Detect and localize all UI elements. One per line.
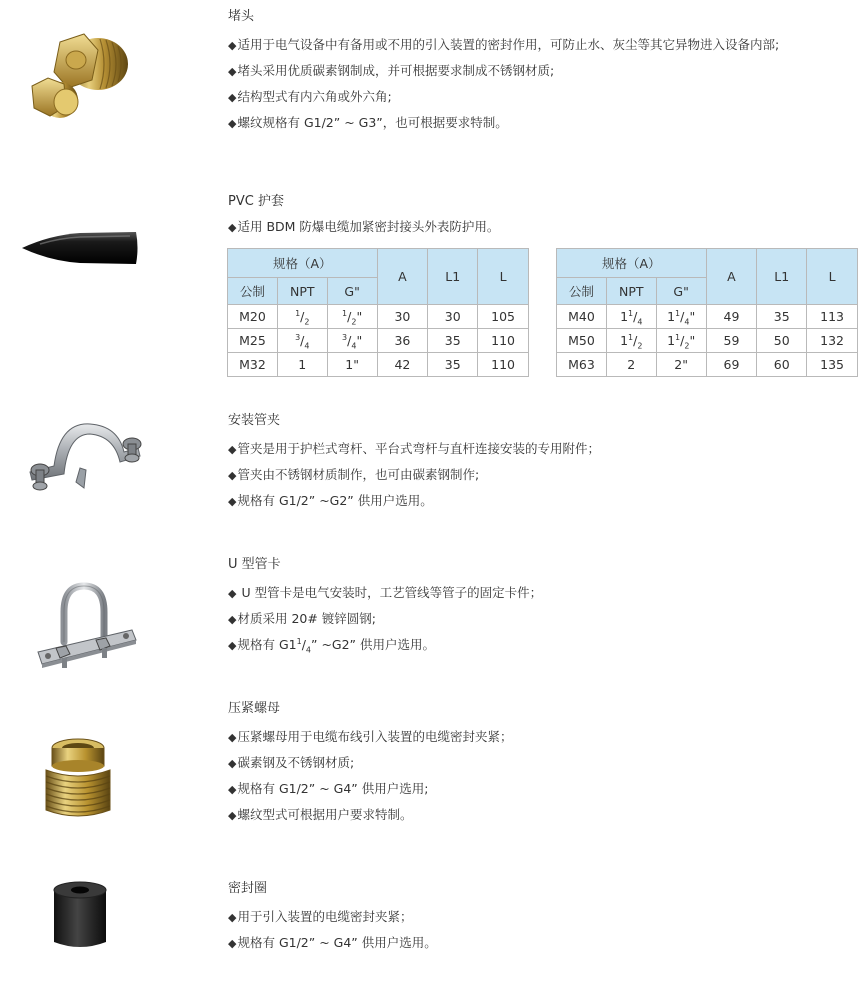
col-header-l1: L1: [757, 249, 807, 305]
bullet-item: ◆规格有 G1/2” ~G2” 供用户选用。: [228, 493, 433, 508]
sub-header-metric: 公制: [228, 278, 278, 305]
compression-nut-text: [228, 700, 858, 828]
section-title: 安装管夹: [228, 413, 281, 428]
spec-table-right: [556, 248, 858, 377]
cell-metric: M32: [228, 353, 278, 377]
col-header-l: L: [807, 249, 858, 305]
cell-npt: $^1/_2$: [277, 305, 327, 329]
bullet-item: ◆适用于电气设备中有备用或不用的引入装置的密封作用，可防止水、灰尘等其它异物进入设备内部;: [228, 37, 780, 52]
col-header-l: L: [478, 249, 529, 305]
sub-header-metric: 公制: [557, 278, 607, 305]
cell-l1: 35: [757, 305, 807, 329]
cell-l: 110: [478, 353, 529, 377]
seal-ring-text: [228, 880, 858, 956]
cell-metric: M25: [228, 329, 278, 353]
pipe-clamp-text: [228, 412, 858, 514]
cell-l1: 50: [757, 329, 807, 353]
cell-g: $^1/_2$": [327, 305, 377, 329]
cell-l1: 35: [428, 353, 478, 377]
table-row: [557, 329, 858, 353]
cell-npt: 2: [606, 353, 656, 377]
bullet-item: ◆适用 BDM 防爆电缆加紧密封接头外表防护用。: [228, 219, 500, 234]
section-title: 堵头: [228, 9, 255, 24]
cell-metric: M20: [228, 305, 278, 329]
table-row: [228, 329, 529, 353]
cell-a: 59: [706, 329, 757, 353]
plug-icon: [20, 20, 138, 126]
cell-a: 42: [377, 353, 428, 377]
cell-metric: M40: [557, 305, 607, 329]
bullet-item: ◆压紧螺母用于电缆布线引入装置的电缆密封夹紧；: [228, 729, 513, 744]
cell-l1: 35: [428, 329, 478, 353]
section-title: 压紧螺母: [228, 701, 281, 716]
cell-npt: 1: [277, 353, 327, 377]
cell-g: 1": [327, 353, 377, 377]
pipe-clamp-icon: [16, 412, 148, 496]
bullet-item: ◆用于引入装置的电缆密封夹紧；: [228, 909, 413, 924]
sub-header-g: G": [656, 278, 706, 305]
table-row: [557, 305, 858, 329]
bullet-item: ◆结构型式有内六角或外六角;: [228, 89, 392, 104]
cell-metric: M50: [557, 329, 607, 353]
bullet-item: ◆材质采用 20# 镀锌圆钢;: [228, 611, 377, 626]
cell-a: 30: [377, 305, 428, 329]
cell-a: 36: [377, 329, 428, 353]
group-header: 规格（A）: [557, 249, 707, 278]
cell-l1: 60: [757, 353, 807, 377]
cell-l1: 30: [428, 305, 478, 329]
bullet-item: ◆管夹是用于护栏式弯杆、平台式弯杆与直杆连接安装的专用附件；: [228, 441, 600, 456]
sub-header-npt: NPT: [277, 278, 327, 305]
bullet-item: ◆堵头采用优质碳素钢制成，并可根据要求制成不锈钢材质;: [228, 63, 555, 78]
u-bolt-text: [228, 556, 858, 658]
cell-g: $1^1/_4$": [656, 305, 706, 329]
bullet-item: ◆螺纹规格有 G1/2” ~ G3”，也可根据要求特制。: [228, 115, 508, 130]
sub-header-npt: NPT: [606, 278, 656, 305]
cell-a: 69: [706, 353, 757, 377]
cell-l: 135: [807, 353, 858, 377]
table-row: [557, 353, 858, 377]
bullet-item: ◆管夹由不锈钢材质制作，也可由碳素钢制作;: [228, 467, 480, 482]
section-title: U 型管卡: [228, 557, 281, 572]
col-header-a: A: [706, 249, 757, 305]
bullet-item: ◆规格有 G1/2” ~ G4” 供用户选用;: [228, 781, 429, 796]
section-title: 密封圈: [228, 881, 268, 896]
cell-npt: $1^1/_4$: [606, 305, 656, 329]
section-title: PVC 护套: [228, 194, 284, 209]
cell-g: $^3/_4$": [327, 329, 377, 353]
bullet-item: ◆螺纹型式可根据用户要求特制。: [228, 807, 413, 822]
group-header: 规格（A）: [228, 249, 378, 278]
cell-g: 2": [656, 353, 706, 377]
col-header-l1: L1: [428, 249, 478, 305]
cell-npt: $1^1/_2$: [606, 329, 656, 353]
cell-npt: $^3/_4$: [277, 329, 327, 353]
pvc-sleeve-icon: [20, 227, 140, 269]
cell-a: 49: [706, 305, 757, 329]
compression-nut-icon: [40, 736, 116, 820]
table-row: [228, 353, 529, 377]
col-header-a: A: [377, 249, 428, 305]
cell-l: 105: [478, 305, 529, 329]
bullet-item: ◆碳素钢及不锈钢材质;: [228, 755, 355, 770]
plug-text: [228, 8, 858, 136]
seal-ring-icon: [50, 880, 110, 952]
cell-g: $1^1/_2$": [656, 329, 706, 353]
cell-l: 110: [478, 329, 529, 353]
cell-l: 113: [807, 305, 858, 329]
sub-header-g: G": [327, 278, 377, 305]
cell-l: 132: [807, 329, 858, 353]
bullet-item: ◆规格有 G1/2” ~ G4” 供用户选用。: [228, 935, 437, 950]
table-row: [228, 305, 529, 329]
u-bolt-icon: [34, 582, 140, 674]
spec-table-left: [227, 248, 529, 377]
cell-metric: M63: [557, 353, 607, 377]
bullet-item: ◆规格有 $G1^1/_4$” ~G2” 供用户选用。: [228, 636, 436, 655]
pvc-text: [228, 193, 858, 238]
bullet-item: ◆ U 型管卡是电气安装时，工艺管线等管子的固定卡件；: [228, 585, 543, 600]
